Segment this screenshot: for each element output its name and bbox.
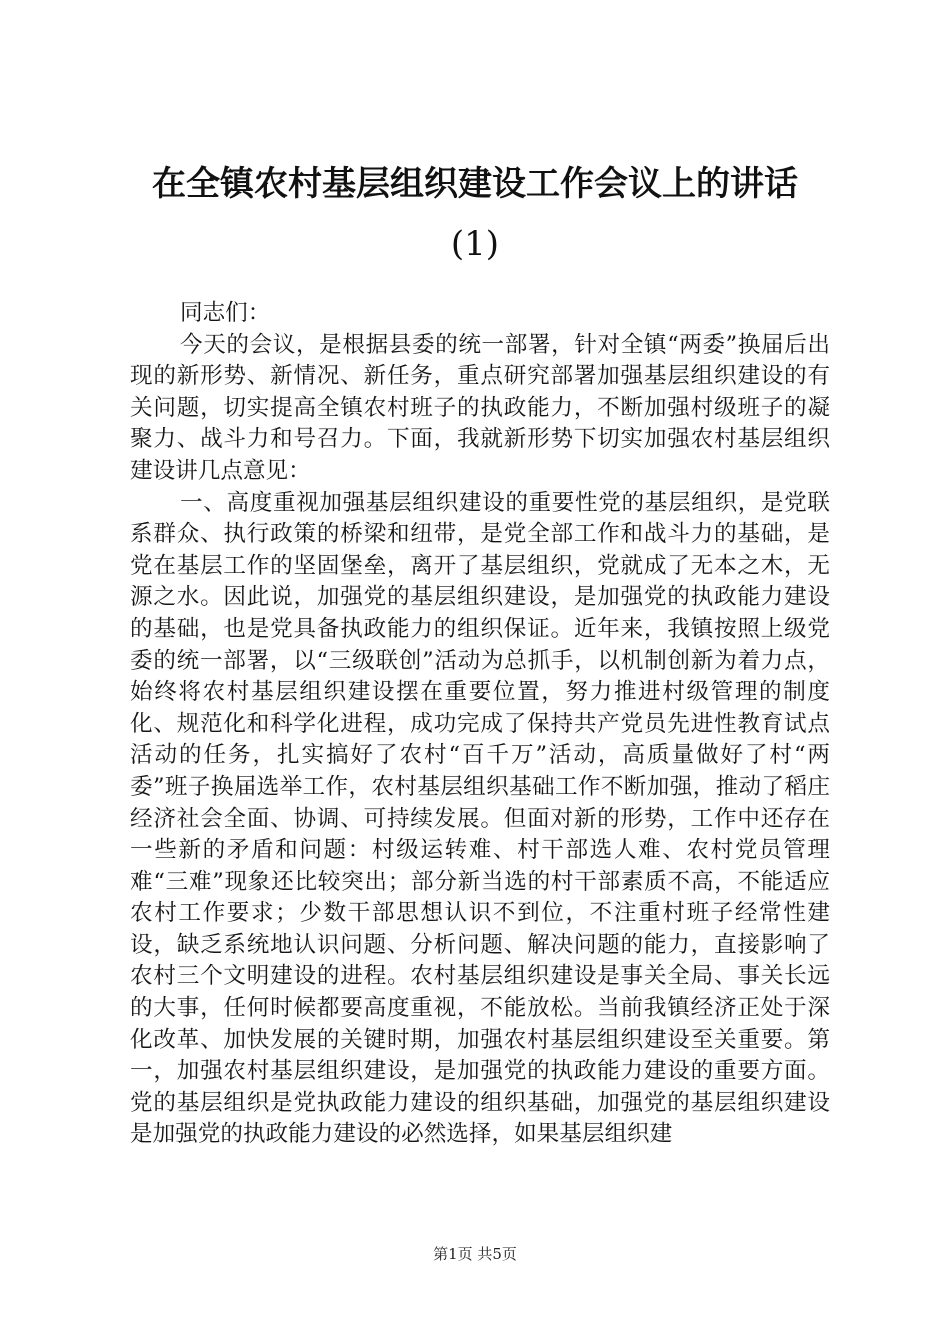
document-title: 在全镇农村基层组织建设工作会议上的讲话 [152,164,798,204]
paragraph-intro: 今天的会议，是根据县委的统一部署，针对全镇“两委”换届后出现的新形势、新情况、新任务，重点研究部署加强基层组织建设的有关问题，切实提高全镇农村班子的执政能力，不断加强村级班子的凝聚力、战斗力和号召力。下面，我就新形势下切实加强农村基层组织建设讲几点意见： [130,331,830,484]
page-footer: 第1页 共5页 [433,1245,517,1263]
paragraph-section-one: 一、高度重视加强基层组织建设的重要性党的基层组织，是党联系群众、执行政策的桥梁和纽带，是党全部工作和战斗力的基础，是党在基层工作的坚固堡垒，离开了基层组织，党就成了无本之木，无源之水。因此说，加强党的基层组织建设，是加强党的执政能力建设的基础，也是党具备执政能力的组织保证。近年来，我镇按照上级党委的统一部署，以“三级联创”活动为总抓手，以机制创新为着力点，始终将农村基层组织建设摆在重要位置，努力推进村级管理的制度化、规范化和科学化进程，成功完成了保持共产党员先进性教育试点活动的任务，扎实搞好了农村“百千万”活动，高质量做好了村“两委”班子换届选举工作，农村基层组织基础工作不断加强，推动了稻庄经济社会全面、协调、可持续发展。但面对新的形势，工作中还存在一些新的矛盾和问题：村级运转难、村干部选人难、农村党员管理难“三难”现象还比较突出；部分新当选的村干部素质不高，不能适应农村工作要求；少数干部思想认识不到位，不注重村班子经常性建设，缺乏系统地认识问题、分析问题、解决问题的能力，直接影响了农村三个文明建设的进程。农村基层组织建设是事关全局、事关长远的大事，任何时候都要高度重视，不能放松。当前我镇经济正处于深化改革、加快发展的关键时期，加强农村基层组织建设至关重要。第一，加强农村基层组织建设，是加强党的执政能力建设的重要方面。党的基层组织是党执政能力建设的组织基础，加强党的基层组织建设是加强党的执政能力建设的必然选择，如果基层组织建 [130,489,830,1148]
document-title-number: (1) [450,224,500,264]
document-body [130,298,830,1151]
salutation: 同志们： [180,300,271,326]
